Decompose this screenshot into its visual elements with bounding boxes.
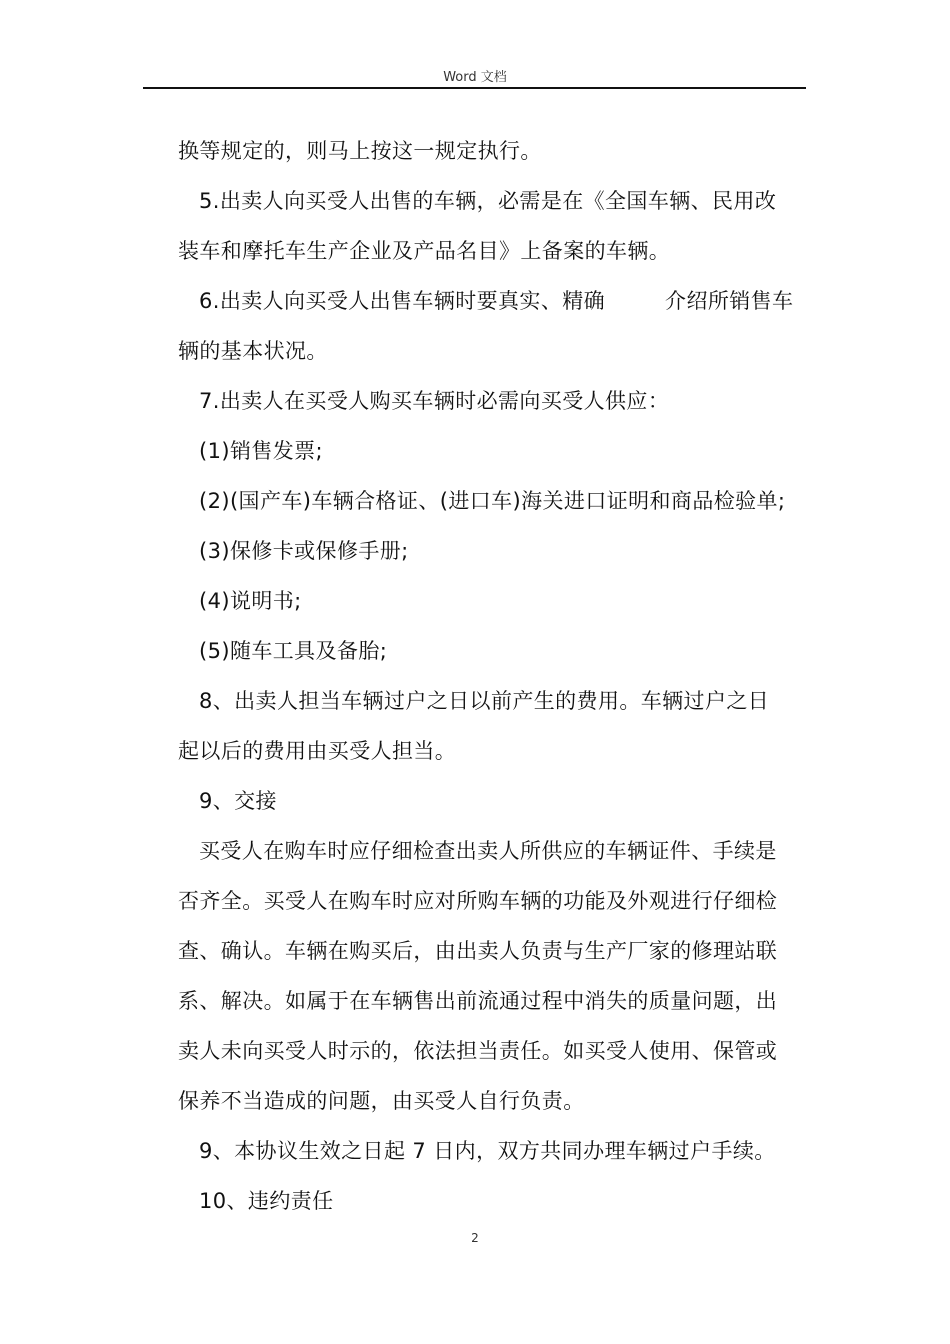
delivery-paragraph-line-5: 卖人未向买受人时示的，依法担当责任。如买受人使用、保管或 xyxy=(178,1039,778,1063)
delivery-paragraph-line-2: 否齐全。买受人在购车时应对所购车辆的功能及外观进行仔细检 xyxy=(178,889,778,913)
header-divider xyxy=(143,87,806,89)
clause-5-line-2: 装车和摩托车生产企业及产品名目》上备案的车辆。 xyxy=(178,239,671,263)
page-header: Word 文档 xyxy=(443,70,507,85)
clause-9b-line: 9、本协议生效之日起 7 日内，双方共同办理车辆过户手续。 xyxy=(199,1139,776,1163)
list-item-3: (3)保修卡或保修手册; xyxy=(199,539,409,563)
delivery-paragraph-line-3: 查、确认。车辆在购买后，由出卖人负责与生产厂家的修理站联 xyxy=(178,939,778,963)
list-item-5: (5)随车工具及备胎; xyxy=(199,639,388,663)
paragraph-line: 换等规定的，则马上按这一规定执行。 xyxy=(178,139,542,163)
clause-9-heading: 9、交接 xyxy=(199,789,277,813)
clause-6-text-b: 介绍所销售车 xyxy=(665,289,794,313)
clause-6-line-2: 辆的基本状况。 xyxy=(178,339,328,363)
clause-6-line-1 xyxy=(199,288,793,314)
clause-5-line-1: 5.出卖人向买受人出售的车辆，必需是在《全国车辆、民用改 xyxy=(199,189,777,213)
list-item-4: (4)说明书; xyxy=(199,589,302,613)
delivery-paragraph-line-1: 买受人在购车时应仔细检查出卖人所供应的车辆证件、手续是 xyxy=(199,839,777,863)
clause-10-heading: 10、违约责任 xyxy=(199,1189,334,1213)
page-number: 2 xyxy=(471,1231,479,1245)
clause-6-text-a: 6.出卖人向买受人出售车辆时要真实、精确 xyxy=(199,289,606,313)
list-item-2: (2)(国产车)车辆合格证、(进口车)海关进口证明和商品检验单; xyxy=(199,489,786,513)
clause-7-line: 7.出卖人在买受人购买车辆时必需向买受人供应： xyxy=(199,389,670,413)
list-item-1: (1)销售发票; xyxy=(199,439,324,463)
clause-8-line-1: 8、出卖人担当车辆过户之日以前产生的费用。车辆过户之日 xyxy=(199,689,770,713)
delivery-paragraph-line-6: 保养不当造成的问题，由买受人自行负责。 xyxy=(178,1089,585,1113)
delivery-paragraph-line-4: 系、解决。如属于在车辆售出前流通过程中消失的质量问题，出 xyxy=(178,989,778,1013)
clause-8-line-2: 起以后的费用由买受人担当。 xyxy=(178,739,457,763)
